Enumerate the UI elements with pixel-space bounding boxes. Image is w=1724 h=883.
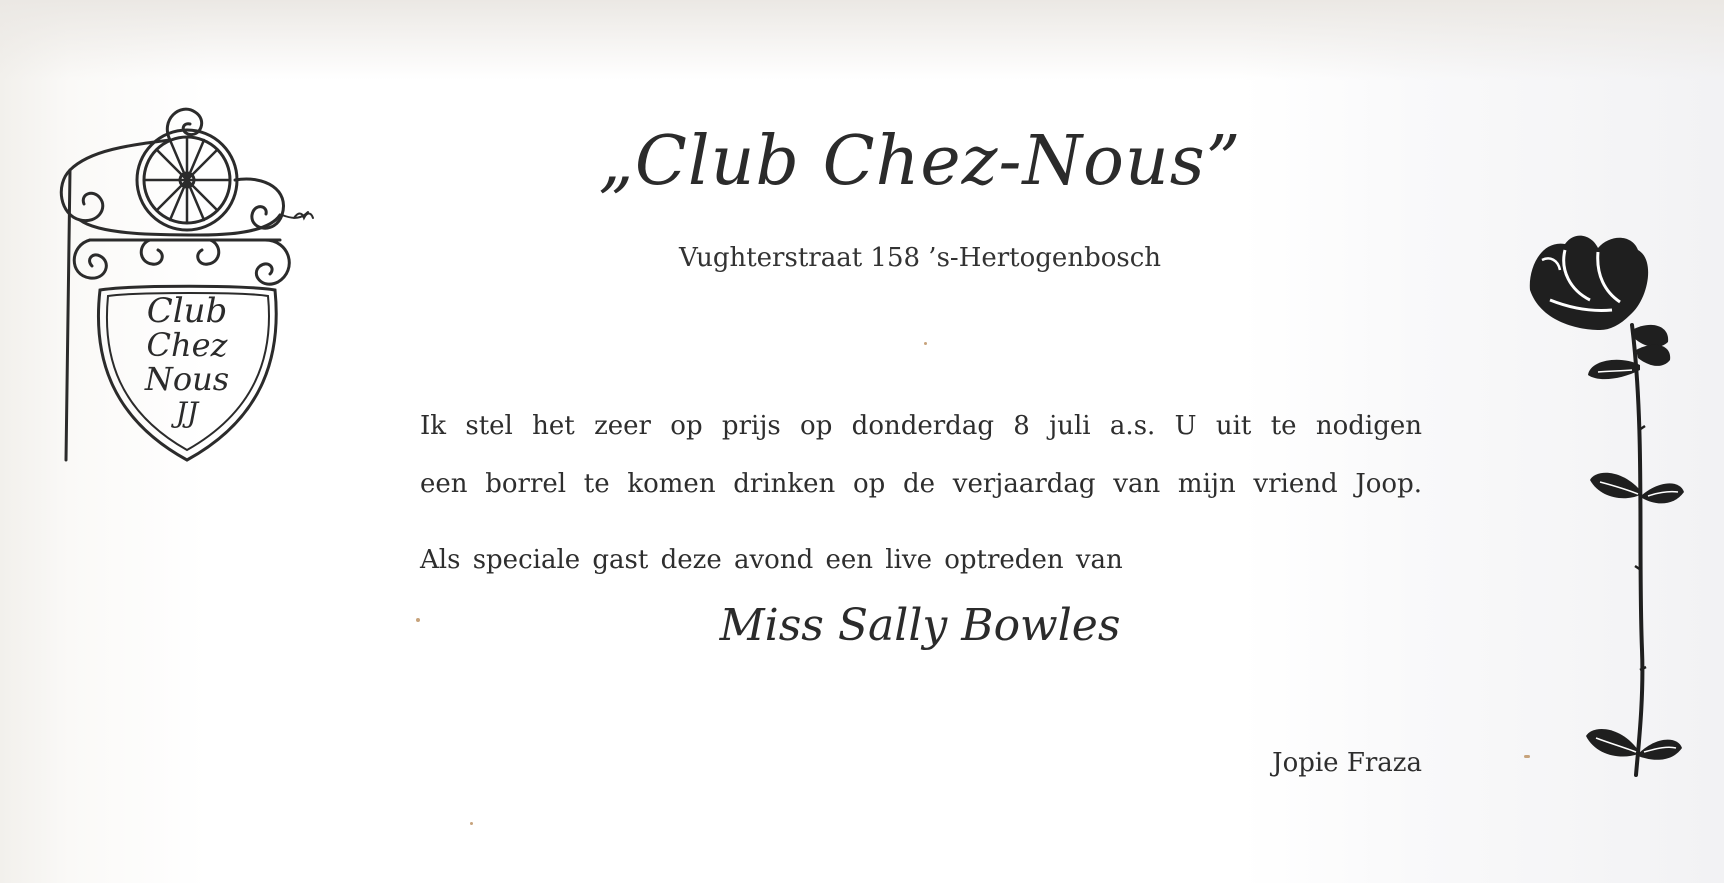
logo-text-chez: Chez [146,326,228,364]
club-address: Vughterstraat 158 ’s-Hertogenbosch [678,243,1162,273]
invitation-line-1: Ik stel het zeer op prijs op donderdag 8 juli a.s. U uit te nodigen [420,411,1422,441]
guest-intro-text: Als speciale gast deze avond een live optreden van [420,545,1123,575]
paper-speck [924,342,927,345]
paper-speck [1524,755,1530,758]
invitation-paragraph [420,397,1422,513]
signature: Jopie Fraza [1272,748,1422,778]
logo-text-initials: JJ [175,396,199,429]
paper-speck [470,822,473,825]
paper-shading [0,0,1724,80]
rose-icon [1520,230,1700,790]
logo-text-club: Club [146,291,228,331]
paper-speck [416,618,420,622]
logo-text-nous: Nous [144,360,230,398]
guest-name: Miss Sally Bowles [719,600,1121,651]
club-title: „Club Chez-Nous” [598,122,1242,201]
invitation-line-2: een borrel te komen drinken op de verjaardag van mijn vriend Joop. [420,469,1422,499]
club-sign-logo-icon [50,90,330,510]
